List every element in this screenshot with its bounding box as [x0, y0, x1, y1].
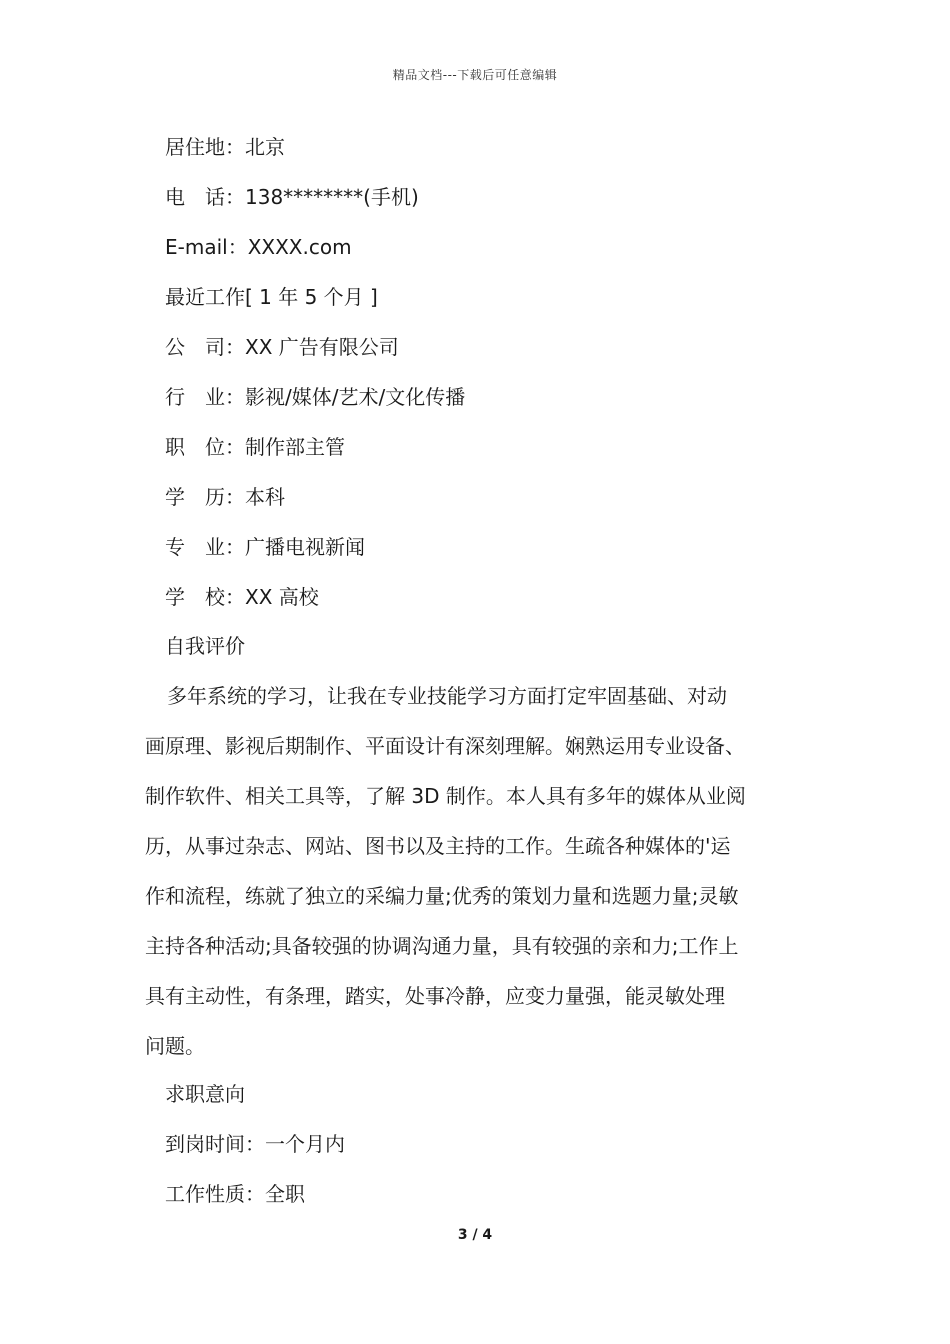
field-phone: 电 话：138********(手机)	[165, 185, 419, 209]
field-company: 公 司：XX 广告有限公司	[165, 335, 399, 359]
field-position: 职 位：制作部主管	[165, 435, 345, 459]
paragraph-line: 画原理、影视后期制作、平面设计有深刻理解。娴熟运用专业设备、	[145, 734, 745, 758]
paragraph-line: 问题。	[145, 1034, 205, 1058]
paragraph-line: 主持各种活动;具备较强的协调沟通力量，具有较强的亲和力;工作上	[145, 934, 739, 958]
paragraph-line: 历，从事过杂志、网站、图书以及主持的工作。生疏各种媒体的'运	[145, 834, 731, 858]
field-industry: 行 业：影视/媒体/艺术/文化传播	[165, 385, 466, 409]
field-residence: 居住地：北京	[165, 135, 285, 159]
paragraph-line: 作和流程，练就了独立的采编力量;优秀的策划力量和选题力量;灵敏	[145, 884, 739, 908]
paragraph-line: 具有主动性，有条理，踏实，处事冷静，应变力量强，能灵敏处理	[145, 984, 725, 1008]
self-eval-heading: 自我评价	[165, 634, 245, 658]
field-education: 学 历：本科	[165, 485, 285, 509]
paragraph-line: 制作软件、相关工具等，了解 3D 制作。本人具有多年的媒体从业阅	[145, 784, 746, 808]
field-recent-work: 最近工作[ 1 年 5 个月 ]	[165, 285, 378, 309]
field-school: 学 校：XX 高校	[165, 585, 319, 609]
field-arrival-time: 到岗时间：一个月内	[165, 1132, 345, 1156]
page-number: 3 / 4	[457, 1227, 493, 1243]
field-major: 专 业：广播电视新闻	[165, 535, 365, 559]
paragraph-line: 多年系统的学习，让我在专业技能学习方面打定牢固基础、对动	[167, 684, 727, 708]
job-intent-heading: 求职意向	[165, 1082, 245, 1106]
self-eval-paragraph	[145, 682, 835, 1082]
field-job-nature: 工作性质：全职	[165, 1182, 305, 1206]
field-email: E-mail：XXXX.com	[165, 235, 352, 259]
document-header: 精品文档---下载后可任意编辑	[392, 68, 558, 82]
